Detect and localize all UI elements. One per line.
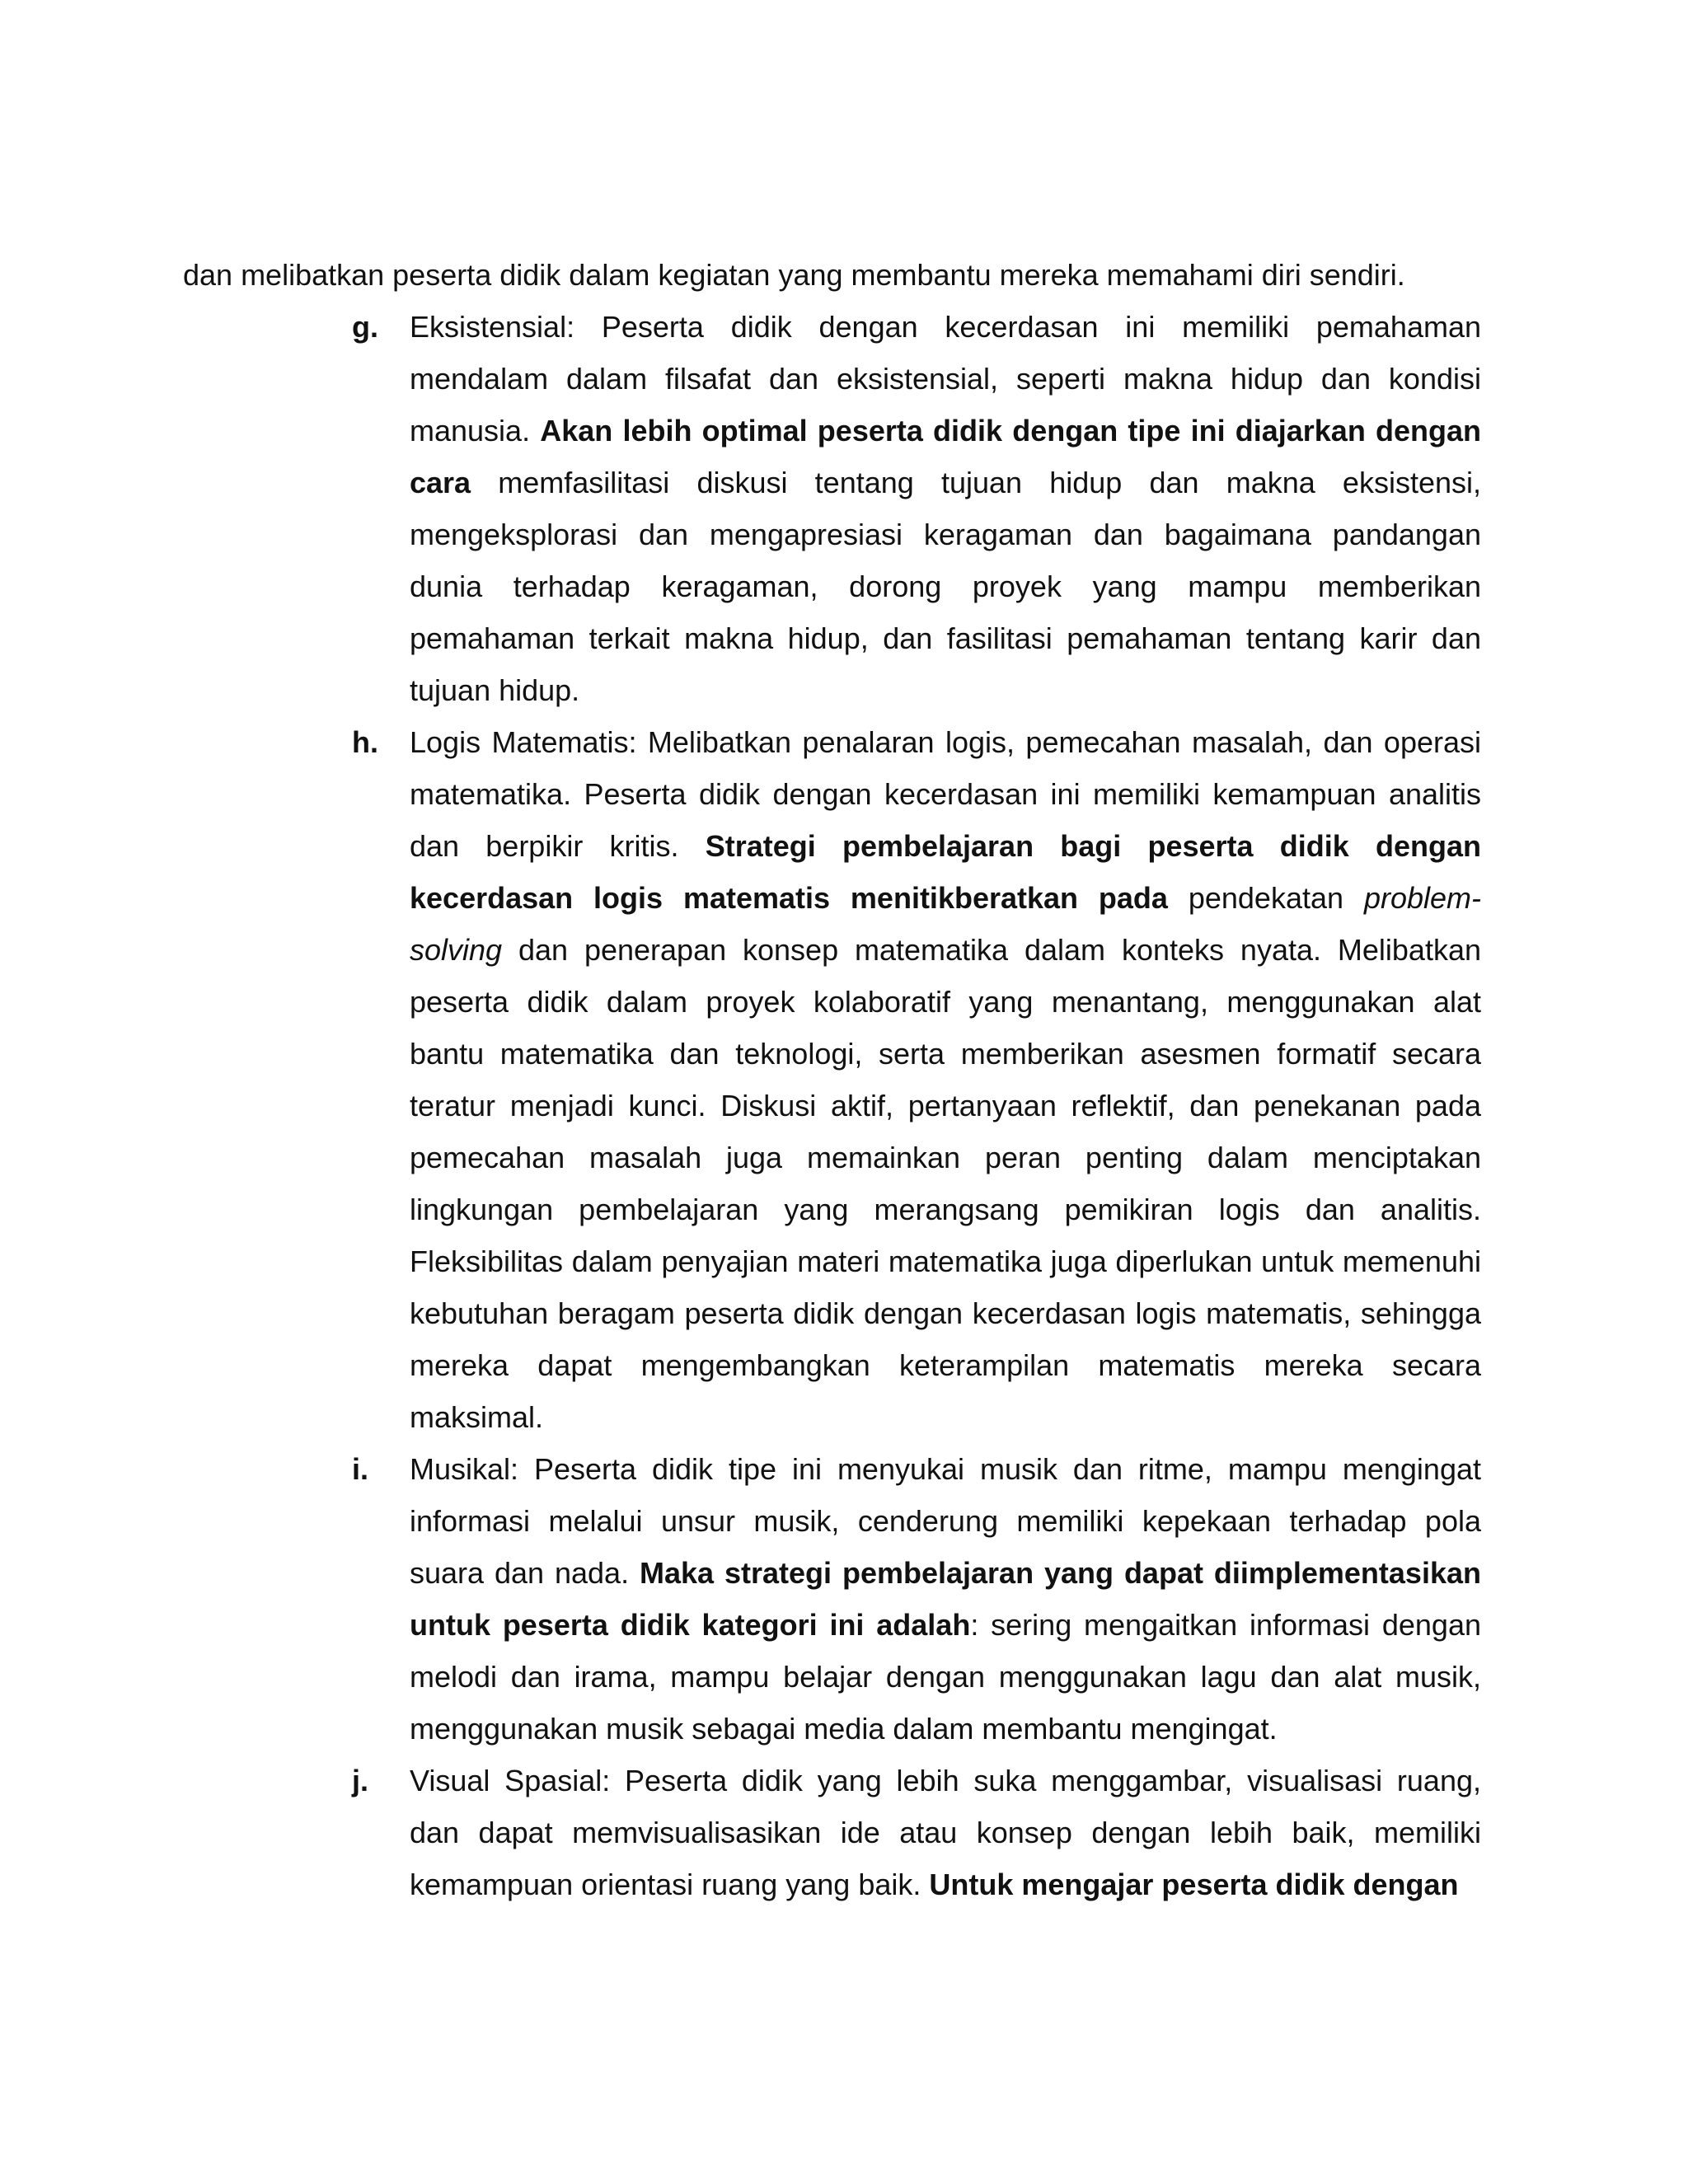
intro-paragraph: dan melibatkan peserta didik dalam kegiatan yang membantu mereka memahami diri sendiri. [183, 258, 1405, 292]
item-bold-text: Strategi pembelajaran bagi peserta didik dengan kecerdasan logis matematis menitikberatkan pada [410, 829, 1481, 915]
list-item-text [410, 1755, 1481, 1910]
item-bold-text: Maka strategi pembelajaran yang dapat diimplementasikan untuk peserta didik kategori ini adalah [410, 1556, 1481, 1642]
list-marker: g. [352, 310, 378, 344]
item-text: memfasilitasi diskusi tentang tujuan hidup dan makna eksistensi, mengeksplorasi dan mengapresiasi keragaman dan bagaimana pandangan dunia terhadap keragaman, dorong proyek yang mampu memberikan pemahaman terkait makna hidup, dan fasilitasi pemahaman tentang karir dan tujuan hidup. [410, 466, 1481, 707]
list-item-musical [352, 1443, 1481, 1755]
list-marker: j. [352, 1764, 369, 1797]
list-marker: h. [352, 725, 378, 759]
item-text: dan penerapan konsep matematika dalam konteks nyata. Melibatkan peserta didik dalam proyek kolaboratif yang menantang, menggunakan alat bantu matematika dan teknologi, serta memberikan asesmen formatif secara teratur menjadi kunci. Diskusi aktif, pertanyaan reflektif, dan penekanan pada pemecahan masalah juga memainkan peran penting dalam menciptakan lingkungan pembelajaran yang merangsang pemikiran logis dan analitis. Fleksibilitas dalam penyajian materi matematika juga diperlukan untuk memenuhi kebutuhan beragam peserta didik dengan kecerdasan logis matematis, sehingga mereka dapat mengembangkan keterampilan matematis mereka secara maksimal. [410, 933, 1481, 1434]
item-text: Visual Spasial: Peserta didik yang lebih suka menggambar, visualisasi ruang, dan dapat memvisualisasikan ide atau konsep dengan lebih baik, memiliki kemampuan orientasi ruang yang baik. [410, 1764, 1481, 1901]
item-text: : sering mengaitkan informasi dengan melodi dan irama, mampu belajar dengan menggunakan lagu dan alat musik, menggunakan musik sebagai media dalam membantu mengingat. [410, 1608, 1482, 1746]
item-bold-text: Untuk mengajar peserta didik dengan [929, 1868, 1459, 1901]
list-item-existential [352, 301, 1481, 716]
list-item-visual-spatial [352, 1755, 1481, 1910]
list-marker: i. [352, 1452, 369, 1486]
intelligence-list [352, 301, 1481, 1910]
item-text: Musikal: Peserta didik tipe ini menyukai musik dan ritme, mampu mengingat informasi melalui unsur musik, cenderung memiliki kepekaan terhadap pola suara dan nada. [410, 1452, 1481, 1590]
list-item-text [410, 1443, 1481, 1755]
list-item-text [410, 301, 1481, 716]
list-item-text [410, 716, 1481, 1443]
item-bold-text: Akan lebih optimal peserta didik dengan tipe ini diajarkan dengan cara [410, 414, 1481, 499]
item-text: pendekatan [1167, 881, 1364, 915]
item-italic-text: problem-solving [410, 881, 1481, 967]
item-text: Logis Matematis: Melibatkan penalaran logis, pemecahan masalah, dan operasi matematika. Peserta didik dengan kecerdasan ini memiliki kemampuan analitis dan berpikir kritis. [410, 725, 1481, 863]
item-text: Eksistensial: Peserta didik dengan kecerdasan ini memiliki pemahaman mendalam dalam filsafat dan eksistensial, seperti makna hidup dan kondisi manusia. [410, 310, 1481, 448]
list-item-logical-mathematical [352, 716, 1481, 1443]
